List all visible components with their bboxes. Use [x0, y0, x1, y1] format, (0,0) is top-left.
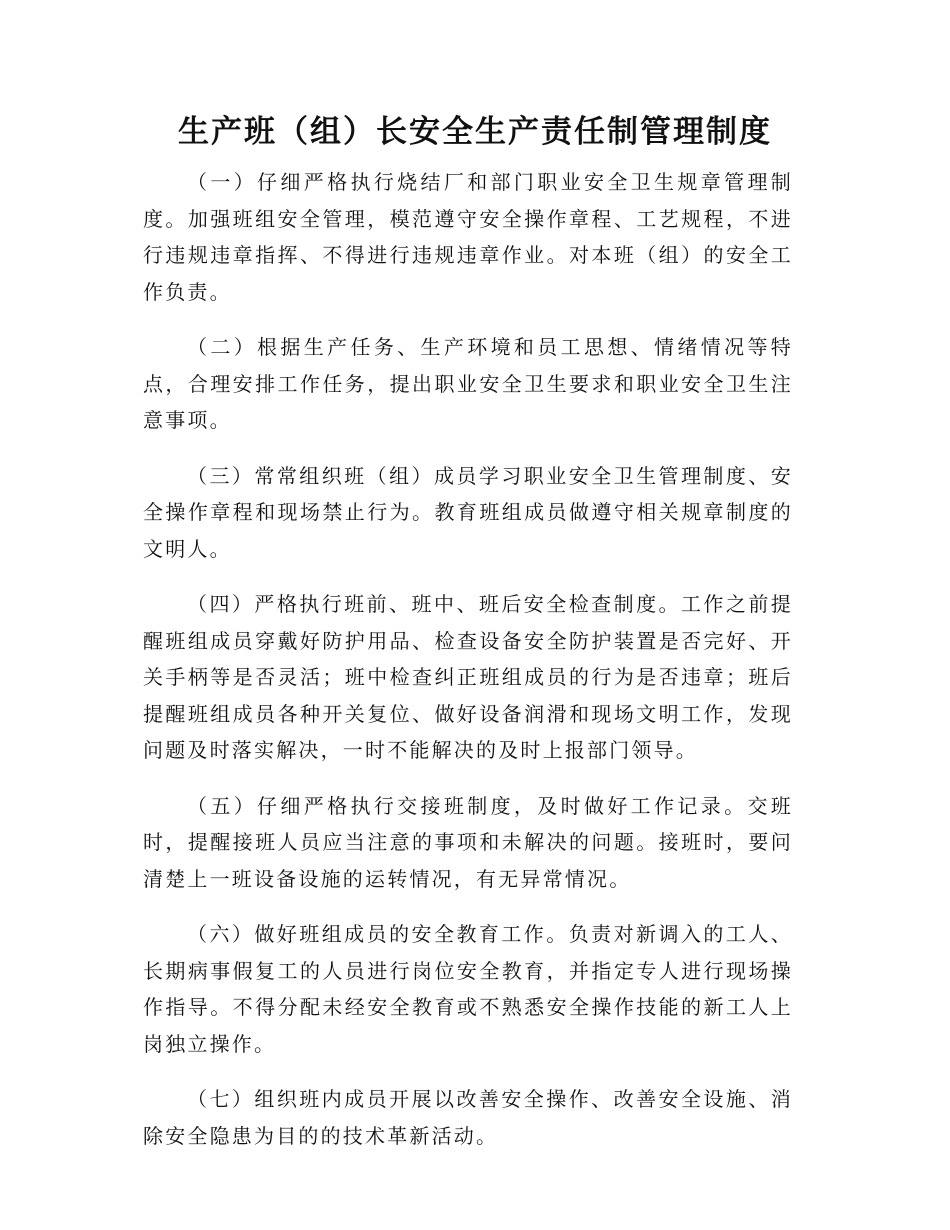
paragraph-7: （七）组织班内成员开展以改善安全操作、改善安全设施、消除安全隐患为目的的技术革新活动。	[143, 1087, 793, 1148]
paragraph-6: （六）做好班组成员的安全教育工作。负责对新调入的工人、长期病事假复工的人员进行岗位安全教育，并指定专人进行现场操作指导。不得分配未经安全教育或不熟悉安全操作技能的新工人上岗独立操作。	[143, 922, 793, 1056]
paragraph-2: （二）根据生产任务、生产环境和员工思想、情绪情况等特点，合理安排工作任务，提出职业安全卫生要求和职业安全卫生注意事项。	[143, 335, 793, 432]
document-title: 生产班（组）长安全生产责任制管理制度	[178, 114, 772, 150]
paragraph-4: （四）严格执行班前、班中、班后安全检查制度。工作之前提醒班组成员穿戴好防护用品、检查设备安全防护装置是否完好、开关手柄等是否灵活；班中检查纠正班组成员的行为是否违章；班后提醒班组成员各种开关复位、做好设备润滑和现场文明工作，发现问题及时落实解决，一时不能解决的及时上报部门领导。	[143, 592, 793, 762]
paragraph-5: （五）仔细严格执行交接班制度，及时做好工作记录。交班时，提醒接班人员应当注意的事项和未解决的问题。接班时，要问清楚上一班设备设施的运转情况，有无异常情况。	[143, 793, 793, 891]
paragraph-1: （一）仔细严格执行烧结厂和部门职业安全卫生规章管理制度。加强班组安全管理，模范遵守安全操作章程、工艺规程，不进行违规违章指挥、不得进行违规违章作业。对本班（组）的安全工作负责。	[143, 170, 793, 304]
document-body	[143, 164, 793, 1173]
paragraph-3: （三）常常组织班（组）成员学习职业安全卫生管理制度、安全操作章程和现场禁止行为。教育班组成员做遵守相关规章制度的文明人。	[143, 463, 793, 561]
